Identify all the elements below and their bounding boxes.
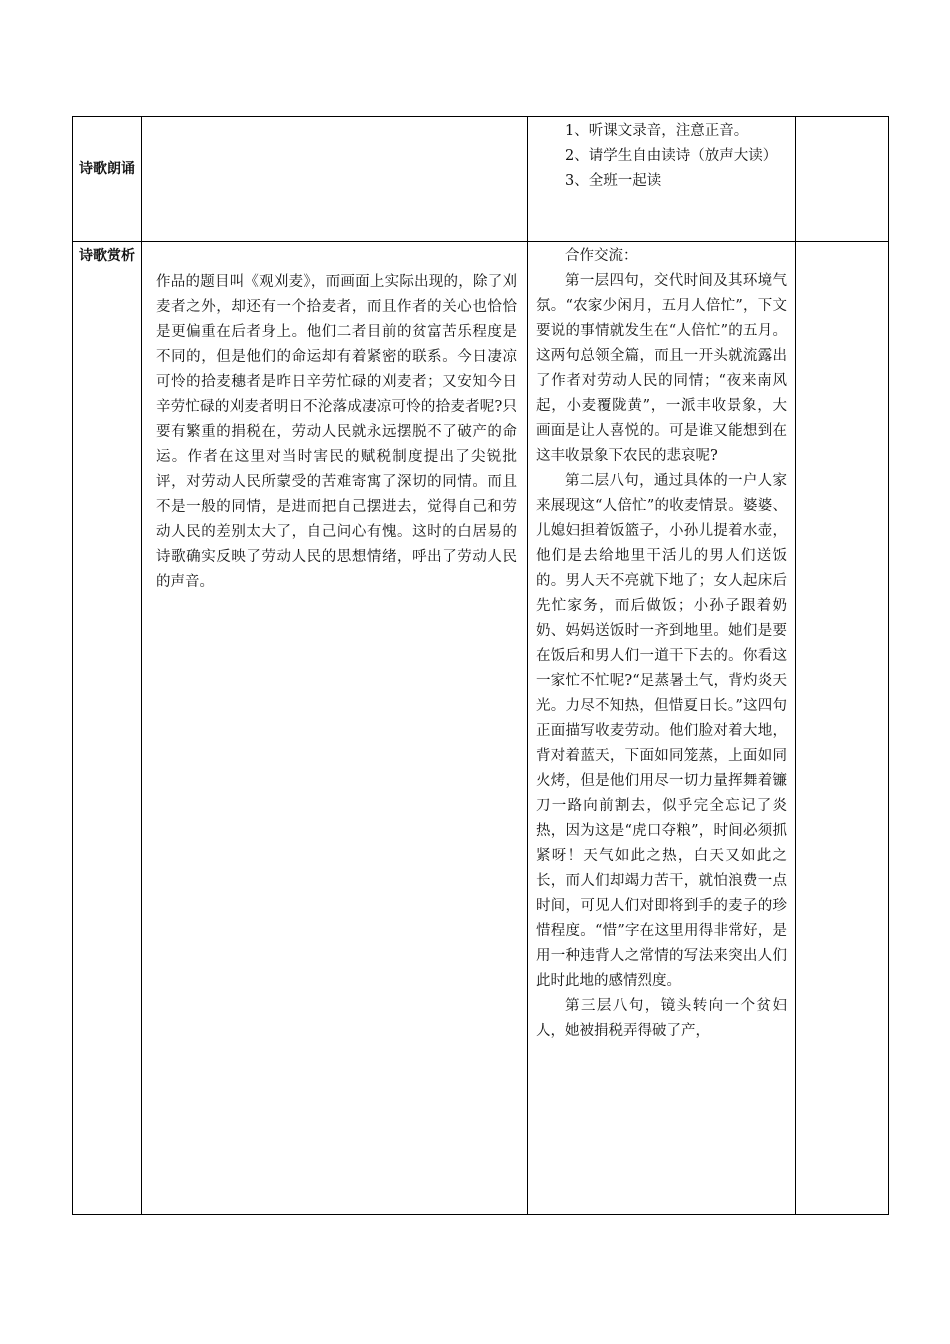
- analysis-paragraph: 作品的题目叫《观刈麦》，而画面上实际出现的，除了刈麦者之外，却还有一个拾麦者，而且作者的关心也恰恰是更偏重在后者身上。他们二者目前的贫富苦乐程度是不同的，但是他们的命运却有着紧密的联系。今日凄凉可怜的拾麦穗者是昨日辛劳忙碌的刈麦者；又安知今日辛劳忙碌的刈麦者明日不沦落成凄凉可怜的拾麦者呢?只要有繁重的捐税在，劳动人民就永远摆脱不了破产的命运。作者在这里对当时害民的赋税制度提出了尖锐批评，对劳动人民所蒙受的苦难寄寓了深切的同情。而且不是一般的同情，是进而把自己摆进去，觉得自己和劳动人民的差别太大了，自己问心有愧。这时的白居易的诗歌确实反映了劳动人民的思想情绪，呼出了劳动人民的声音。: [156, 274, 517, 590]
- row-label-cell: [73, 117, 142, 242]
- reading-row: [73, 117, 889, 242]
- cooperation-text: [528, 242, 795, 1044]
- reading-step: 3、全班一起读: [565, 173, 662, 189]
- cooperation-paragraph: 第二层八句，通过具体的一户人家来展现这“人倍忙”的收麦情景。婆婆、儿媳妇担着饭篮子，小孙儿提着水壶，他们是去给地里干活儿的男人们送饭的。男人天不亮就下地了；女人起床后先忙家务，而后做饭；小孙子跟着奶奶、妈妈送饭时一齐到地里。她们是要在饭后和男人们一道干下去的。你看这一家忙不忙呢?“足蒸暑土气，背灼炎天光。力尽不知热，但惜夏日长。”这四句正面描写收麦劳动。他们脸对着大地，背对着蓝天，下面如同笼蒸，上面如同火烤，但是他们用尽一切力量挥舞着镰刀一路向前割去，似乎完全忘记了炎热，因为这是“虎口夺粮”，时间必须抓紧呀！天气如此之热，白天又如此之长，而人们却竭力苦干，就怕浪费一点时间，可见人们对即将到手的麦子的珍惜程度。“惜”字在这里用得非常好，是用一种违背人之常情的写法来突出人们此时此地的感情烈度。: [536, 473, 787, 989]
- notes-cell: [796, 242, 889, 1215]
- row-label-cell: [73, 242, 142, 1215]
- cooperation-heading: 合作交流：: [565, 248, 638, 264]
- student-activity-cell: [528, 117, 796, 242]
- section-label-appreciation: 诗歌赏析: [79, 248, 135, 264]
- section-label-reading: 诗歌朗诵: [79, 161, 135, 177]
- appreciation-row: [73, 242, 889, 1215]
- student-activity-cell: [528, 242, 796, 1215]
- reading-step: 2、请学生自由读诗（放声大读）: [565, 148, 778, 164]
- reading-step: 1、听课文录音，注意正音。: [565, 123, 749, 139]
- cooperation-paragraph: 第三层八句，镜头转向一个贫妇人，她被捐税弄得破了产，: [536, 998, 787, 1039]
- reading-steps: [528, 117, 795, 194]
- lesson-plan-table: [72, 116, 889, 1215]
- cooperation-paragraph: 第一层四句，交代时间及其环境气氛。“农家少闲月，五月人倍忙”，下文要说的事情就发生在“人倍忙”的五月。这两句总领全篇，而且一开头就流露出了作者对劳动人民的同情；“夜来南风起，小麦覆陇黄”，一派丰收景象，大画面是让人喜悦的。可是谁又能想到在这丰收景象下农民的悲哀呢?: [536, 273, 787, 464]
- notes-cell: [796, 117, 889, 242]
- teacher-activity-cell: [142, 242, 528, 1215]
- teacher-activity-cell: [142, 117, 528, 242]
